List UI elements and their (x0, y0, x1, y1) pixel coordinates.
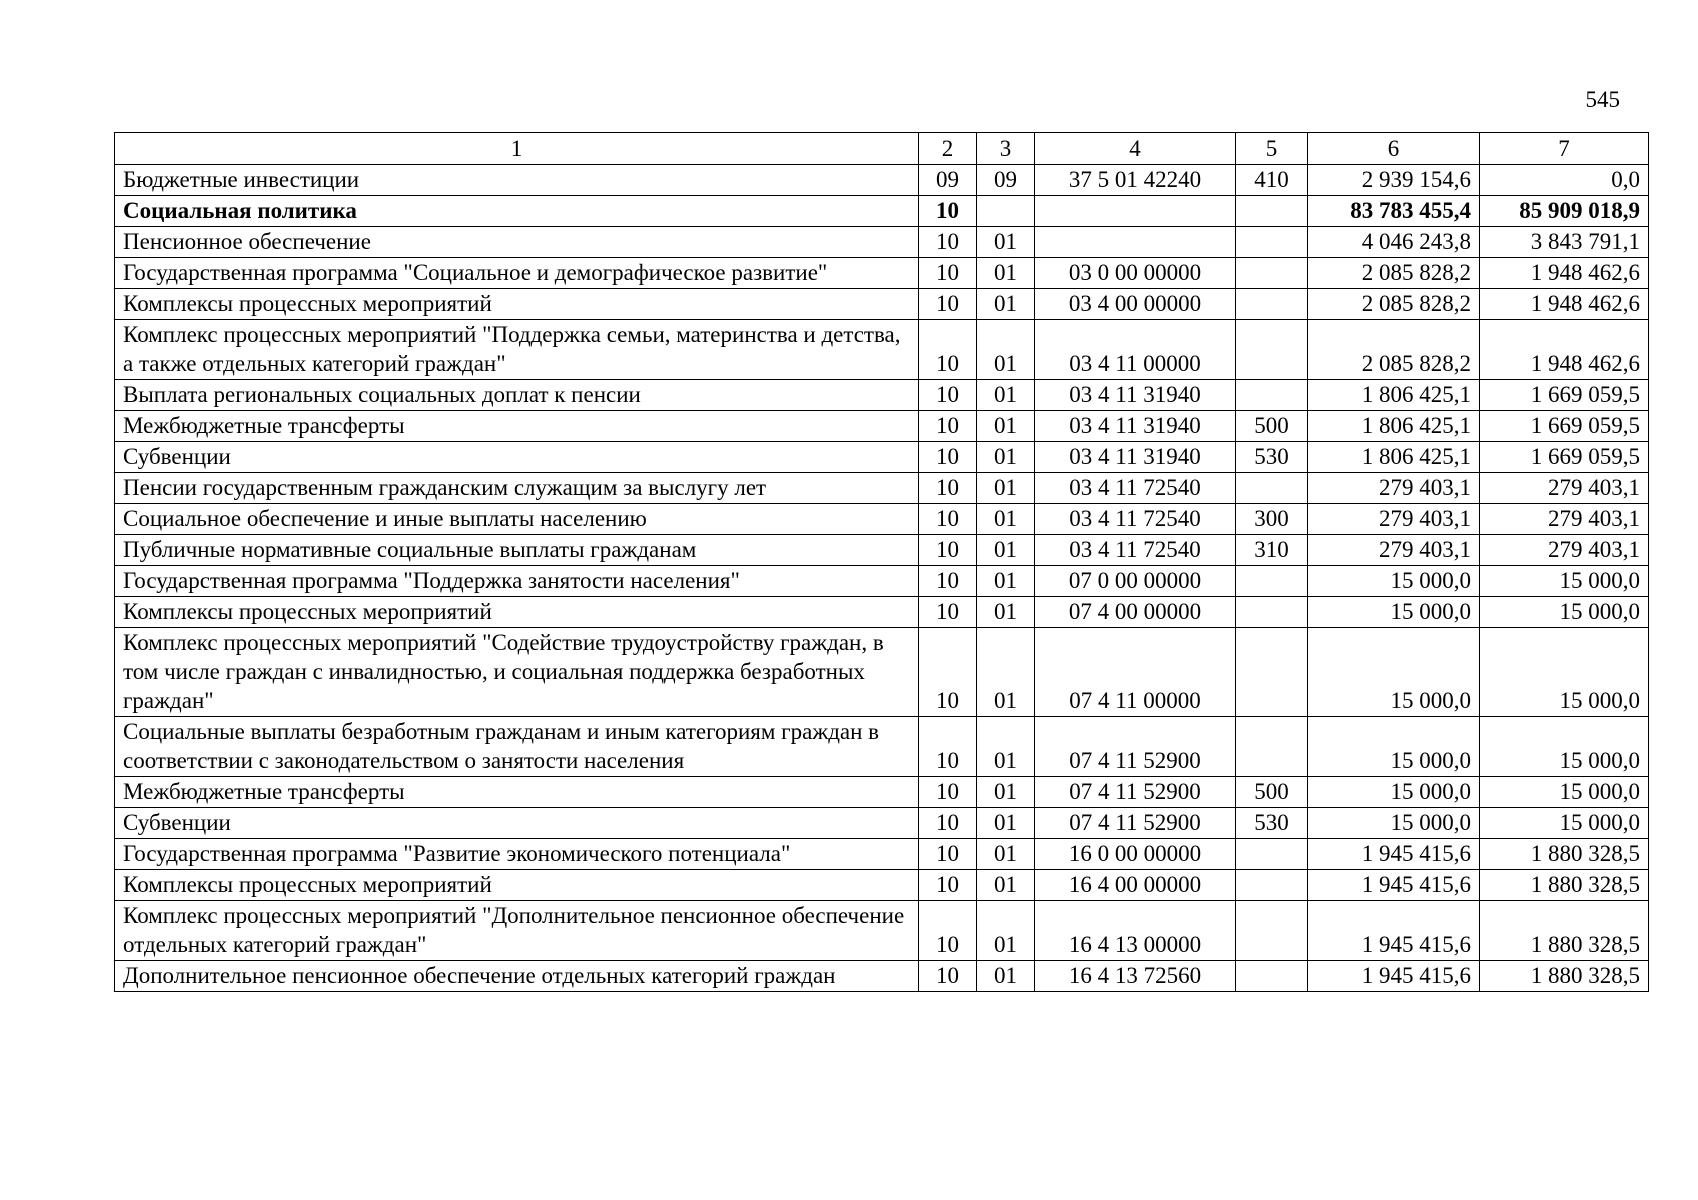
row-amount-year-1: 2 085 828,2 (1308, 320, 1480, 380)
row-expense-type-code (1236, 473, 1308, 504)
row-section-code: 10 (919, 320, 977, 380)
row-subsection-code: 01 (977, 777, 1035, 808)
row-expense-type-code (1236, 597, 1308, 628)
row-section-code: 10 (919, 566, 977, 597)
row-name: Межбюджетные трансферты (115, 411, 919, 442)
row-name: Комплексы процессных мероприятий (115, 597, 919, 628)
row-amount-year-2: 15 000,0 (1480, 777, 1649, 808)
table-row (115, 442, 1649, 473)
row-section-code: 10 (919, 473, 977, 504)
row-subsection-code: 01 (977, 961, 1035, 992)
row-section-code: 10 (919, 901, 977, 961)
row-target-article-code: 07 4 11 00000 (1035, 628, 1236, 717)
row-target-article-code: 07 4 11 52900 (1035, 717, 1236, 777)
header-cell: 3 (977, 133, 1035, 165)
table-row (115, 566, 1649, 597)
row-expense-type-code: 500 (1236, 777, 1308, 808)
row-name: Выплата региональных социальных доплат к пенсии (115, 380, 919, 411)
row-subsection-code: 01 (977, 380, 1035, 411)
row-amount-year-1: 279 403,1 (1308, 535, 1480, 566)
row-section-code: 10 (919, 839, 977, 870)
header-cell: 5 (1236, 133, 1308, 165)
row-amount-year-1: 2 939 154,6 (1308, 165, 1480, 196)
row-target-article-code: 03 4 11 31940 (1035, 411, 1236, 442)
header-cell: 6 (1308, 133, 1480, 165)
row-name: Пенсии государственным гражданским служащим за выслугу лет (115, 473, 919, 504)
row-amount-year-2: 279 403,1 (1480, 473, 1649, 504)
table-row (115, 901, 1649, 961)
row-name: Комплексы процессных мероприятий (115, 289, 919, 320)
row-section-code: 10 (919, 442, 977, 473)
row-name: Субвенции (115, 442, 919, 473)
row-amount-year-1: 15 000,0 (1308, 566, 1480, 597)
header-cell: 4 (1035, 133, 1236, 165)
row-amount-year-2: 15 000,0 (1480, 717, 1649, 777)
row-target-article-code: 07 4 11 52900 (1035, 808, 1236, 839)
row-amount-year-2: 15 000,0 (1480, 597, 1649, 628)
row-section-code: 10 (919, 227, 977, 258)
row-amount-year-1: 1 945 415,6 (1308, 901, 1480, 961)
row-amount-year-1: 83 783 455,4 (1308, 196, 1480, 227)
table-row (115, 196, 1649, 227)
row-expense-type-code (1236, 380, 1308, 411)
table-row (115, 961, 1649, 992)
row-expense-type-code (1236, 196, 1308, 227)
row-subsection-code: 01 (977, 566, 1035, 597)
row-amount-year-2: 279 403,1 (1480, 504, 1649, 535)
row-expense-type-code: 530 (1236, 442, 1308, 473)
row-section-code: 10 (919, 258, 977, 289)
row-amount-year-2: 85 909 018,9 (1480, 196, 1649, 227)
row-target-article-code (1035, 196, 1236, 227)
row-expense-type-code (1236, 628, 1308, 717)
row-expense-type-code: 530 (1236, 808, 1308, 839)
row-amount-year-1: 1 806 425,1 (1308, 442, 1480, 473)
row-amount-year-1: 2 085 828,2 (1308, 258, 1480, 289)
row-subsection-code: 01 (977, 473, 1035, 504)
row-amount-year-1: 279 403,1 (1308, 473, 1480, 504)
row-subsection-code: 01 (977, 628, 1035, 717)
row-subsection-code: 01 (977, 597, 1035, 628)
row-section-code: 10 (919, 411, 977, 442)
row-amount-year-1: 15 000,0 (1308, 628, 1480, 717)
row-section-code: 10 (919, 628, 977, 717)
row-name: Пенсионное обеспечение (115, 227, 919, 258)
table-row (115, 165, 1649, 196)
row-amount-year-1: 1 945 415,6 (1308, 961, 1480, 992)
table-row (115, 628, 1649, 717)
row-expense-type-code: 310 (1236, 535, 1308, 566)
row-expense-type-code (1236, 258, 1308, 289)
row-amount-year-1: 15 000,0 (1308, 717, 1480, 777)
table-header-row (115, 133, 1649, 165)
row-amount-year-1: 15 000,0 (1308, 597, 1480, 628)
table-row (115, 258, 1649, 289)
row-target-article-code: 07 4 00 00000 (1035, 597, 1236, 628)
row-target-article-code: 07 4 11 52900 (1035, 777, 1236, 808)
row-amount-year-2: 1 880 328,5 (1480, 839, 1649, 870)
table-row (115, 777, 1649, 808)
table-row (115, 320, 1649, 380)
row-section-code: 10 (919, 504, 977, 535)
row-name: Комплекс процессных мероприятий "Поддержка семьи, материнства и детства, а также отдельных категорий граждан" (115, 320, 919, 380)
row-name: Дополнительное пенсионное обеспечение отдельных категорий граждан (115, 961, 919, 992)
row-amount-year-1: 1 806 425,1 (1308, 411, 1480, 442)
row-subsection-code: 01 (977, 227, 1035, 258)
row-expense-type-code (1236, 870, 1308, 901)
row-target-article-code: 16 4 13 00000 (1035, 901, 1236, 961)
row-subsection-code: 01 (977, 504, 1035, 535)
row-expense-type-code (1236, 227, 1308, 258)
row-target-article-code: 03 4 11 00000 (1035, 320, 1236, 380)
row-subsection-code: 01 (977, 870, 1035, 901)
row-expense-type-code (1236, 961, 1308, 992)
row-section-code: 10 (919, 961, 977, 992)
row-target-article-code: 16 4 13 72560 (1035, 961, 1236, 992)
row-target-article-code: 03 4 11 72540 (1035, 535, 1236, 566)
row-name: Комплекс процессных мероприятий "Дополнительное пенсионное обеспечение отдельных категорий граждан" (115, 901, 919, 961)
row-amount-year-2: 1 948 462,6 (1480, 320, 1649, 380)
table-row (115, 289, 1649, 320)
row-section-code: 10 (919, 777, 977, 808)
row-subsection-code: 01 (977, 320, 1035, 380)
row-subsection-code (977, 196, 1035, 227)
row-section-code: 09 (919, 165, 977, 196)
row-amount-year-1: 1 945 415,6 (1308, 870, 1480, 901)
table-row (115, 808, 1649, 839)
row-amount-year-2: 15 000,0 (1480, 628, 1649, 717)
row-amount-year-1: 2 085 828,2 (1308, 289, 1480, 320)
row-subsection-code: 01 (977, 717, 1035, 777)
row-amount-year-1: 279 403,1 (1308, 504, 1480, 535)
budget-table (114, 132, 1649, 992)
row-target-article-code: 03 4 11 72540 (1035, 504, 1236, 535)
row-name: Государственная программа "Развитие экономического потенциала" (115, 839, 919, 870)
row-amount-year-1: 15 000,0 (1308, 808, 1480, 839)
row-amount-year-2: 15 000,0 (1480, 808, 1649, 839)
row-expense-type-code: 300 (1236, 504, 1308, 535)
table-row (115, 870, 1649, 901)
row-name: Субвенции (115, 808, 919, 839)
row-subsection-code: 09 (977, 165, 1035, 196)
row-name: Комплексы процессных мероприятий (115, 870, 919, 901)
row-expense-type-code (1236, 566, 1308, 597)
row-expense-type-code (1236, 839, 1308, 870)
row-target-article-code: 07 0 00 00000 (1035, 566, 1236, 597)
page-number: 545 (1585, 87, 1620, 112)
table-row (115, 597, 1649, 628)
row-section-code: 10 (919, 535, 977, 566)
table-row (115, 473, 1649, 504)
table-row (115, 504, 1649, 535)
row-subsection-code: 01 (977, 535, 1035, 566)
row-amount-year-2: 1 669 059,5 (1480, 411, 1649, 442)
row-amount-year-2: 1 669 059,5 (1480, 442, 1649, 473)
row-name: Социальные выплаты безработным гражданам и иным категориям граждан в соответствии с законодательством о занятости населения (115, 717, 919, 777)
row-amount-year-1: 1 945 415,6 (1308, 839, 1480, 870)
table-row (115, 380, 1649, 411)
row-amount-year-1: 1 806 425,1 (1308, 380, 1480, 411)
row-name: Государственная программа "Социальное и демографическое развитие" (115, 258, 919, 289)
row-amount-year-2: 1 948 462,6 (1480, 289, 1649, 320)
row-name: Социальное обеспечение и иные выплаты населению (115, 504, 919, 535)
row-target-article-code: 37 5 01 42240 (1035, 165, 1236, 196)
row-amount-year-2: 1 948 462,6 (1480, 258, 1649, 289)
row-section-code: 10 (919, 597, 977, 628)
row-section-code: 10 (919, 808, 977, 839)
row-amount-year-2: 279 403,1 (1480, 535, 1649, 566)
row-expense-type-code (1236, 320, 1308, 380)
row-expense-type-code (1236, 717, 1308, 777)
table-row (115, 839, 1649, 870)
row-target-article-code: 03 4 11 31940 (1035, 442, 1236, 473)
row-target-article-code: 16 0 00 00000 (1035, 839, 1236, 870)
table-row (115, 535, 1649, 566)
row-amount-year-2: 1 880 328,5 (1480, 901, 1649, 961)
row-subsection-code: 01 (977, 839, 1035, 870)
row-target-article-code: 03 4 11 72540 (1035, 473, 1236, 504)
row-amount-year-2: 15 000,0 (1480, 566, 1649, 597)
row-expense-type-code: 410 (1236, 165, 1308, 196)
row-section-code: 10 (919, 289, 977, 320)
row-name: Публичные нормативные социальные выплаты гражданам (115, 535, 919, 566)
row-subsection-code: 01 (977, 289, 1035, 320)
header-cell: 7 (1480, 133, 1649, 165)
row-subsection-code: 01 (977, 411, 1035, 442)
row-amount-year-2: 1 880 328,5 (1480, 870, 1649, 901)
row-subsection-code: 01 (977, 901, 1035, 961)
row-expense-type-code (1236, 901, 1308, 961)
row-expense-type-code: 500 (1236, 411, 1308, 442)
row-name: Социальная политика (115, 196, 919, 227)
row-amount-year-1: 15 000,0 (1308, 777, 1480, 808)
row-section-code: 10 (919, 380, 977, 411)
row-subsection-code: 01 (977, 258, 1035, 289)
row-target-article-code: 03 4 00 00000 (1035, 289, 1236, 320)
header-cell: 2 (919, 133, 977, 165)
row-amount-year-1: 4 046 243,8 (1308, 227, 1480, 258)
header-cell: 1 (115, 133, 919, 165)
table-row (115, 227, 1649, 258)
row-amount-year-2: 0,0 (1480, 165, 1649, 196)
row-target-article-code: 03 4 11 31940 (1035, 380, 1236, 411)
row-name: Бюджетные инвестиции (115, 165, 919, 196)
row-name: Комплекс процессных мероприятий "Содействие трудоустройству граждан, в том числе граждан с инвалидностью, и социальная поддержка безработных граждан" (115, 628, 919, 717)
row-amount-year-2: 1 880 328,5 (1480, 961, 1649, 992)
table-row (115, 411, 1649, 442)
table-body (115, 165, 1649, 992)
row-name: Государственная программа "Поддержка занятости населения" (115, 566, 919, 597)
row-section-code: 10 (919, 717, 977, 777)
row-amount-year-2: 3 843 791,1 (1480, 227, 1649, 258)
row-target-article-code: 16 4 00 00000 (1035, 870, 1236, 901)
row-target-article-code (1035, 227, 1236, 258)
row-expense-type-code (1236, 289, 1308, 320)
row-amount-year-2: 1 669 059,5 (1480, 380, 1649, 411)
row-subsection-code: 01 (977, 808, 1035, 839)
row-section-code: 10 (919, 196, 977, 227)
row-section-code: 10 (919, 870, 977, 901)
table-row (115, 717, 1649, 777)
row-target-article-code: 03 0 00 00000 (1035, 258, 1236, 289)
row-name: Межбюджетные трансферты (115, 777, 919, 808)
row-subsection-code: 01 (977, 442, 1035, 473)
